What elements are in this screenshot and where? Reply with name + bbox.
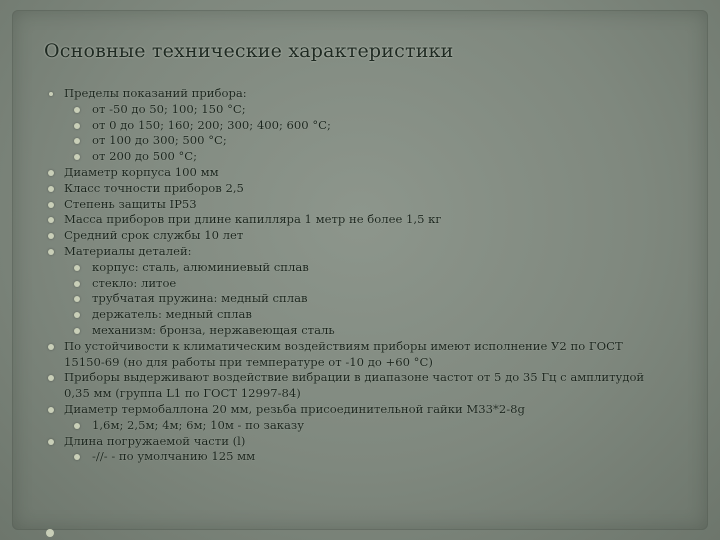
list-item-text: Средний срок службы 10 лет (64, 228, 244, 243)
bullet-icon (74, 312, 80, 318)
sub-list-item (44, 323, 684, 339)
list-item-text: Степень защиты IP53 (64, 196, 197, 211)
bullet-icon (74, 296, 80, 302)
sub-list-item (44, 118, 684, 134)
list-item-text: 15150-69 (но для работы при температуре от -10 до +60 °С) (64, 354, 433, 369)
bullet-icon (48, 186, 54, 192)
list-item-text: Длина погружаемой части (l) (64, 433, 246, 448)
sub-list-item (44, 133, 684, 149)
list-item-text: от 0 до 150; 160; 200; 300; 400; 600 °С; (92, 117, 331, 132)
list-item (44, 197, 684, 213)
sub-list-item (44, 149, 684, 165)
bullet-icon (48, 375, 54, 381)
bullet-icon (48, 170, 54, 176)
list-item (44, 402, 684, 418)
list-item (44, 165, 684, 181)
bullet-icon (48, 344, 54, 350)
bullet-icon (74, 154, 80, 160)
list-item-text: -//- - по умолчанию 125 мм (92, 449, 256, 464)
bullet-icon (74, 123, 80, 129)
list-item (44, 370, 684, 386)
list-item-text: Приборы выдерживают воздействие вибрации в диапазоне частот от 5 до 35 Гц с амплитудой (64, 370, 645, 385)
sub-list-item (44, 260, 684, 276)
bullet-icon (48, 233, 54, 239)
list-item-text: механизм: бронза, нержавеющая сталь (92, 322, 335, 337)
bullet-icon (49, 92, 53, 96)
list-item-text: держатель: медный сплав (92, 307, 252, 322)
list-item (44, 244, 684, 260)
sub-list-item (44, 307, 684, 323)
list-item-text: 0,35 мм (группа L1 по ГОСТ 12997-84) (64, 386, 301, 401)
list-item (44, 212, 684, 228)
list-item-text: 1,6м; 2,5м; 4м; 6м; 10м - по заказу (92, 417, 305, 432)
list-item-text: корпус: сталь, алюминиевый сплав (92, 259, 309, 274)
list-item-text: от -50 до 50; 100; 150 °С; (92, 101, 246, 116)
bullet-list (44, 86, 684, 465)
bullet-icon (48, 407, 54, 413)
bullet-icon (48, 439, 54, 445)
bullet-icon (74, 107, 80, 113)
sub-list-item (44, 449, 684, 465)
bullet-icon (74, 138, 80, 144)
bullet-icon (48, 202, 54, 208)
list-item-text: Пределы показаний прибора: (64, 86, 247, 100)
bullet-icon (74, 423, 80, 429)
list-item-text: Класс точности приборов 2,5 (64, 180, 244, 195)
list-item (44, 386, 684, 402)
list-item-text: трубчатая пружина: медный сплав (92, 291, 308, 306)
list-item (44, 355, 684, 371)
list-item-text: от 200 до 500 °С; (92, 149, 198, 164)
empty-bullet-icon (46, 529, 54, 537)
list-item (44, 86, 684, 102)
bullet-icon (74, 328, 80, 334)
list-item-text: стекло: литое (92, 275, 177, 290)
list-item-text: от 100 до 300; 500 °С; (92, 133, 227, 148)
list-item-text: Диаметр термобаллона 20 мм, резьба присоединительной гайки М33*2-8g (64, 401, 525, 416)
bullet-icon (74, 454, 80, 460)
bullet-icon (74, 265, 80, 271)
list-item-text: По устойчивости к климатическим воздействиям приборы имеют исполнение У2 по ГОСТ (64, 338, 623, 353)
list-item-text: Масса приборов при длине капилляра 1 метр не более 1,5 кг (64, 212, 442, 227)
list-item-text: Диаметр корпуса 100 мм (64, 164, 219, 179)
sub-list-item (44, 418, 684, 434)
list-item-text: Материалы деталей: (64, 243, 192, 258)
list-item (44, 339, 684, 355)
list-item (44, 434, 684, 450)
slide-title: Основные технические характеристики (44, 40, 454, 62)
sub-list-item (44, 102, 684, 118)
bullet-icon (48, 217, 54, 223)
list-item (44, 181, 684, 197)
bullet-icon (74, 281, 80, 287)
bullet-icon (48, 249, 54, 255)
sub-list-item (44, 291, 684, 307)
list-item (44, 228, 684, 244)
sub-list-item (44, 276, 684, 292)
